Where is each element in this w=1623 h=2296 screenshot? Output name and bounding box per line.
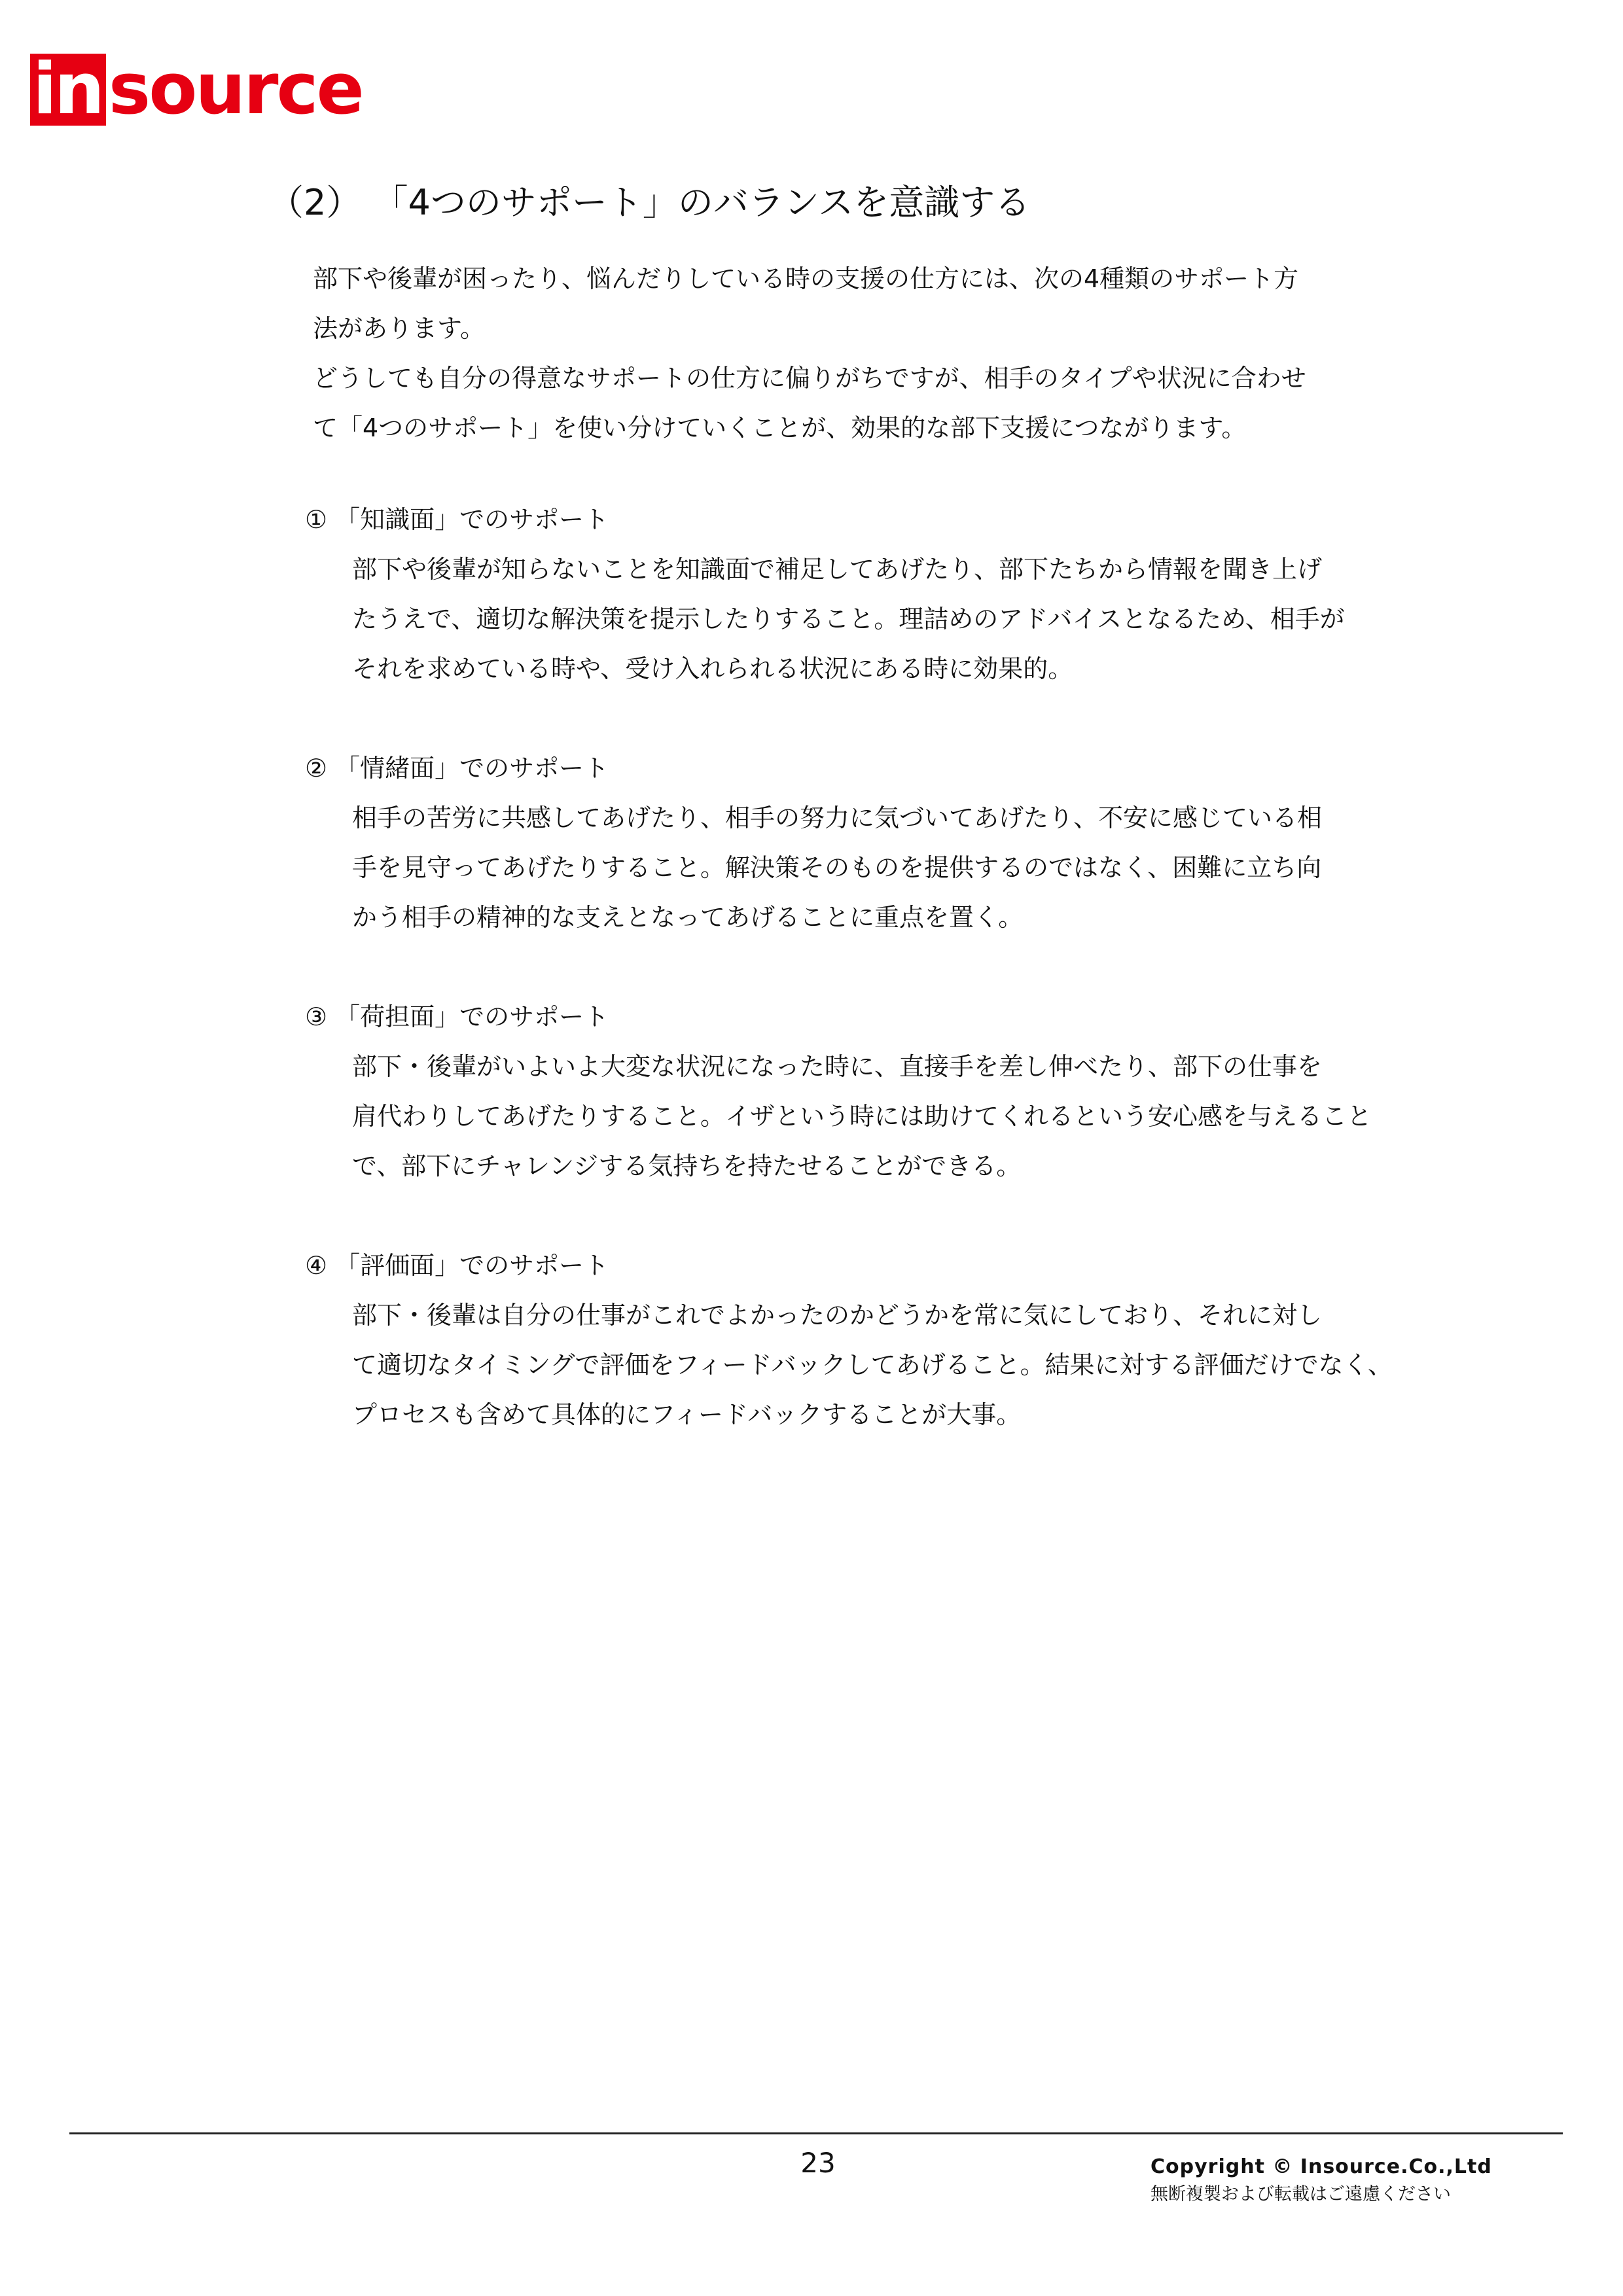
- logo-source-text: source: [108, 48, 363, 130]
- item-title: 「情緒面」でのサポート: [335, 754, 609, 783]
- item-title: 「荷担面」でのサポート: [335, 1002, 609, 1031]
- item-title: 「評価面」でのサポート: [335, 1251, 609, 1280]
- support-item-knowledge: [305, 495, 1483, 694]
- body-line: 相手の苦労に共感してあげたり、相手の努力に気づいてあげたり、不安に感じている相: [352, 804, 1323, 832]
- intro-line: 法があります。: [313, 314, 485, 343]
- item-number: ②: [305, 754, 328, 783]
- body-line: で、部下にチャレンジする気持ちを持たせることができる。: [352, 1152, 1022, 1180]
- body-line: 部下・後輩は自分の仕事がこれでよかったのかどうかを常に気にしており、それに対し: [352, 1301, 1323, 1330]
- insource-logo: [30, 48, 363, 130]
- body-line: プロセスも含めて具体的にフィードバックすることが大事。: [352, 1400, 1022, 1429]
- support-item-body: [305, 1042, 1483, 1191]
- support-item-body: [305, 793, 1483, 942]
- body-line: 肩代わりしてあげたりすること。イザという時には助けてくれるという安心感を与えること: [352, 1102, 1372, 1131]
- support-item-body: [305, 544, 1483, 694]
- footer-divider: [69, 2132, 1563, 2134]
- support-item-body: [305, 1290, 1483, 1439]
- support-item-heading: [305, 992, 1483, 1042]
- support-item-heading: [305, 743, 1483, 793]
- copyright-text: Copyright © Insource.Co.,Ltd: [1150, 2155, 1492, 2178]
- item-number: ③: [305, 1002, 328, 1031]
- reproduction-notice: 無断複製および転載はご遠慮ください: [1150, 2184, 1451, 2204]
- item-number: ①: [305, 505, 328, 534]
- item-number: ④: [305, 1251, 328, 1280]
- body-line: 部下・後輩がいよいよ大変な状況になった時に、直接手を差し伸べたり、部下の仕事を: [352, 1052, 1323, 1081]
- support-item-evaluation: [305, 1241, 1483, 1439]
- support-item-burden: [305, 992, 1483, 1191]
- intro-line: どうしても自分の得意なサポートの仕方に偏りがちですが、相手のタイプや状況に合わせ: [313, 364, 1306, 393]
- body-line: て適切なタイミングで評価をフィードバックしてあげること。結果に対する評価だけでなく、: [352, 1351, 1393, 1379]
- body-line: 手を見守ってあげたりすること。解決策そのものを提供するのではなく、困難に立ち向: [352, 853, 1322, 882]
- item-title: 「知識面」でのサポート: [335, 505, 609, 534]
- intro-line: 部下や後輩が困ったり、悩んだりしている時の支援の仕方には、次の4種類のサポート方: [313, 264, 1299, 293]
- body-line: それを求めている時や、受け入れられる状況にある時に効果的。: [352, 654, 1073, 683]
- support-item-emotional: [305, 743, 1483, 942]
- support-item-heading: [305, 495, 1483, 544]
- body-line: 部下や後輩が知らないことを知識面で補足してあげたり、部下たちから情報を聞き上げ: [352, 555, 1323, 584]
- section-title: （2） 「4つのサポート」のバランスを意識する: [268, 182, 1031, 223]
- support-list: [305, 495, 1483, 1489]
- page-number: 23: [800, 2147, 836, 2179]
- body-line: たうえで、適切な解決策を提示したりすること。理詰めのアドバイスとなるため、相手が: [352, 605, 1345, 633]
- intro-paragraph: [313, 254, 1458, 453]
- body-line: かう相手の精神的な支えとなってあげることに重点を置く。: [352, 903, 1024, 932]
- logo-in-block: in: [30, 54, 106, 126]
- intro-line: て「4つのサポート」を使い分けていくことが、効果的な部下支援につながります。: [313, 414, 1247, 442]
- support-item-heading: [305, 1241, 1483, 1290]
